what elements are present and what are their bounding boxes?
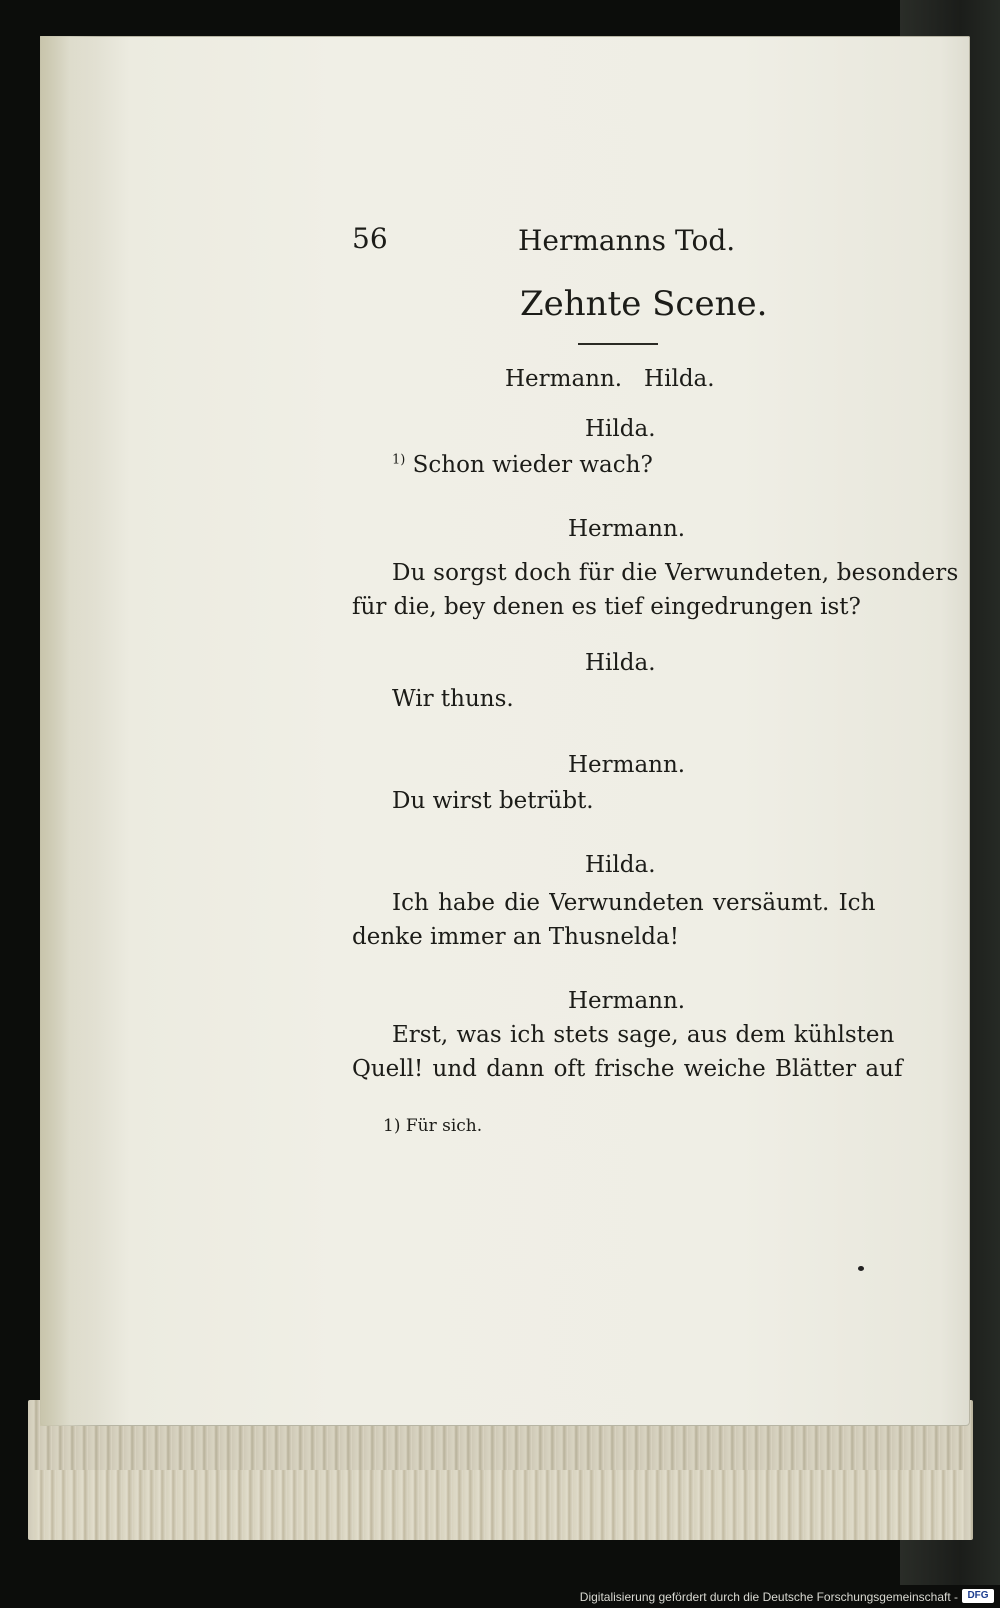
- page-number: 56: [352, 222, 388, 255]
- digitization-credit-bar: [0, 1585, 1000, 1608]
- speaker-name: Hermann.: [568, 988, 686, 1014]
- dialogue-text: Schon wieder wach?: [412, 452, 653, 478]
- speaker-name: Hilda.: [585, 416, 656, 442]
- dialogue-line: denke immer an Thusnelda!: [352, 924, 679, 950]
- page-gutter-shadow: [40, 36, 100, 1426]
- dialogue-line: Quell! und dann oft frische weiche Blätter auf: [352, 1056, 903, 1082]
- running-title: Hermanns Tod.: [518, 224, 736, 257]
- dialogue-line: Du wirst betrübt.: [392, 788, 594, 814]
- scene-title: Zehnte Scene.: [520, 284, 768, 324]
- speaker-name: Hermann.: [568, 516, 686, 542]
- speakers-line: Hermann. Hilda.: [505, 366, 715, 392]
- dialogue-line: Wir thuns.: [392, 686, 514, 712]
- dialogue-line: Erst, was ich stets sage, aus dem kühlsten: [392, 1022, 895, 1048]
- footnote-mark: 1): [392, 452, 406, 468]
- dialogue-line: Du sorgst doch für die Verwundeten, besonders: [392, 560, 959, 586]
- speaker-name: Hilda.: [585, 852, 656, 878]
- speaker-name: Hermann.: [568, 752, 686, 778]
- page-stack-edge: [34, 1470, 964, 1540]
- credit-text: Digitalisierung gefördert durch die Deutsche Forschungsgemeinschaft -: [579, 1590, 958, 1604]
- dialogue-line: Ich habe die Verwundeten versäumt. Ich: [392, 890, 876, 916]
- dialogue-line: für die, bey denen es tief eingedrungen ist?: [352, 594, 861, 620]
- title-rule: [578, 343, 658, 345]
- footnote: 1) Für sich.: [383, 1116, 483, 1136]
- dialogue-line: [392, 452, 653, 478]
- dfg-logo: DFG: [962, 1589, 994, 1603]
- speaker-name: Hilda.: [585, 650, 656, 676]
- book-page: [40, 36, 970, 1426]
- ink-speck: [858, 1266, 864, 1271]
